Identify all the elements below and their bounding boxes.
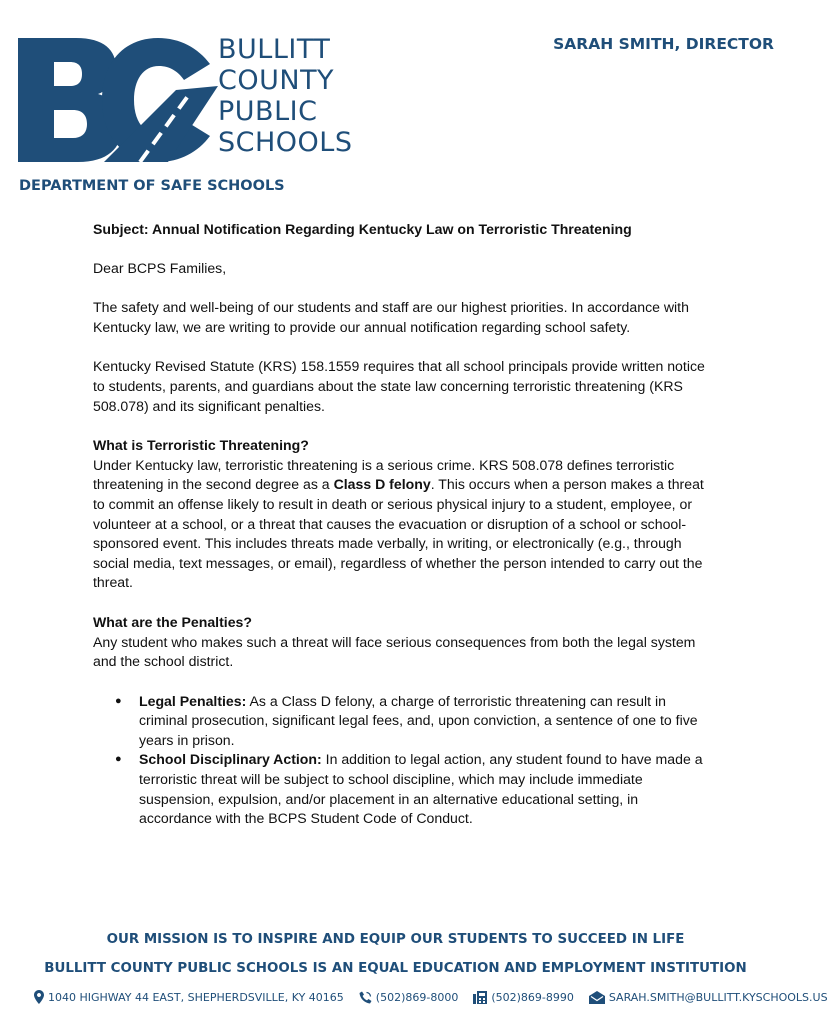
district-line-1: BULLITT <box>218 34 331 65</box>
email-icon <box>589 991 605 1004</box>
paragraph-intro: The safety and well-being of our students and staff are our highest priorities. In accordance with Kentucky law, we are writing to provide our annual notification regarding school safety. <box>93 299 689 335</box>
district-line-4: SCHOOLS <box>218 127 353 158</box>
list-item-text: As a Class D felony, a charge of terroristic threatening can result in criminal prosecution, significant legal fees, and, upon conviction, a sentence of one to five years in prison. <box>139 692 698 748</box>
director-name: SARAH SMITH, DIRECTOR <box>553 35 774 53</box>
list-item <box>93 750 713 828</box>
fax-item <box>473 991 574 1004</box>
phone-item <box>359 991 459 1004</box>
fax-text: (502)869-8990 <box>491 990 574 1004</box>
district-name <box>218 34 352 158</box>
paragraph-statute: Kentucky Revised Statute (KRS) 158.1559 requires that all school principals provide written notice to students, parents, and guardians about the state law concerning terroristic threatening (KRS 508.078) and its significant penalties. <box>93 358 705 414</box>
email-text[interactable]: SARAH.SMITH@BULLITT.KYSCHOOLS.US <box>608 990 828 1004</box>
letter-body <box>93 220 713 829</box>
greeting: Dear BCPS Families, <box>93 259 227 276</box>
location-pin-icon <box>34 990 44 1004</box>
list-item <box>93 692 713 751</box>
paragraph-definition <box>93 456 713 593</box>
list-item-label: Legal Penalties: <box>139 692 247 709</box>
address-text: 1040 HIGHWAY 44 EAST, SHEPHERDSVILLE, KY 40165 <box>48 990 344 1004</box>
department-name: DEPARTMENT OF SAFE SCHOOLS <box>19 178 285 194</box>
district-line-2: COUNTY <box>218 65 335 96</box>
subject-line: Subject: Annual Notification Regarding Kentucky Law on Terroristic Threatening <box>93 221 632 237</box>
list-item-label: School Disciplinary Action: <box>139 751 322 768</box>
address-item <box>34 990 344 1004</box>
definition-text-start: Under Kentucky law, terroristic threatening is a serious crime. KRS 508.078 defines terroristic threatening in the second degree as a <box>93 456 675 493</box>
mission-statement: OUR MISSION IS TO INSPIRE AND EQUIP OUR STUDENTS TO SUCCEED IN LIFE <box>106 932 685 947</box>
list-item-text: In addition to legal action, any student found to have made a terroristic threat will be subject to school discipline, which may include immediate suspension, expulsion, and/or placement in an alternative educational setting, in accordance with the BCPS Student Code of Conduct. <box>139 751 703 827</box>
equal-opportunity-statement: BULLITT COUNTY PUBLIC SCHOOLS IS AN EQUAL EDUCATION AND EMPLOYMENT INSTITUTION <box>44 961 747 976</box>
bc-logo-mark <box>18 36 248 164</box>
penalties-list <box>93 692 713 829</box>
fax-icon <box>473 991 487 1004</box>
paragraph-penalties: Any student who makes such a threat will face serious consequences from both the legal system and the school district. <box>93 633 696 670</box>
contact-bar <box>34 990 828 1004</box>
section-heading-definition: What is Terroristic Threatening? <box>93 437 309 454</box>
bc-logo <box>18 36 248 164</box>
definition-text-bold: Class D felony <box>333 476 431 493</box>
definition-text-end: . This occurs when a person makes a threat to commit an offense likely to result in death or serious physical injury to a student, employee, or volunteer at a school, or a threat that causes the evacuation or disruption of a school or school-sponsored event. This includes threats made verbally, in writing, or electronically (e.g., through social media, text messages, or email), regardless of whether the person intended to carry out the threat. <box>93 476 704 591</box>
phone-text[interactable]: (502)869-8000 <box>375 990 459 1004</box>
district-line-3: PUBLIC <box>218 96 318 127</box>
phone-icon <box>359 991 372 1004</box>
email-item <box>589 991 828 1004</box>
section-heading-penalties: What are the Penalties? <box>93 613 252 630</box>
